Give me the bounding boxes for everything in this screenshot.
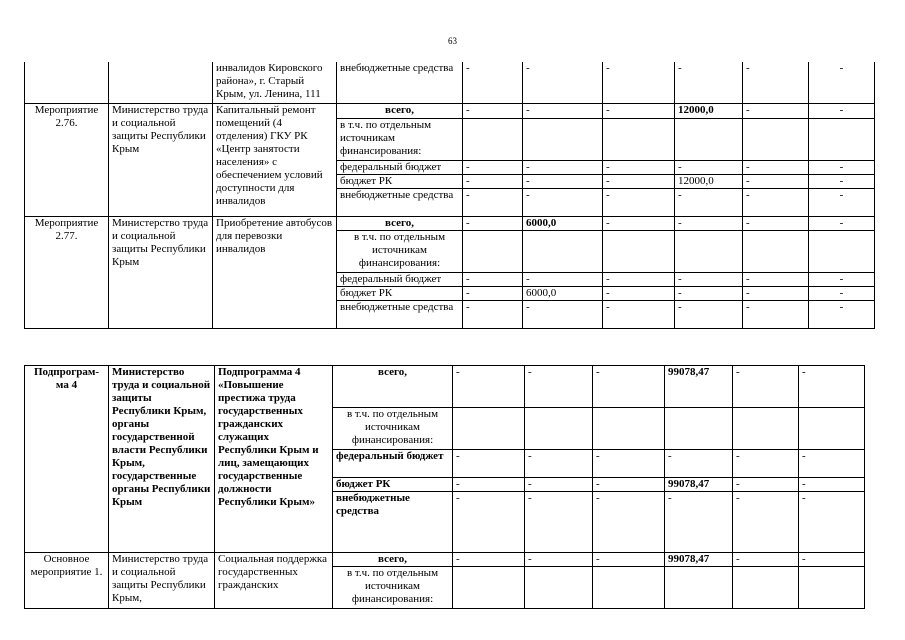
table-row: инвалидов Кировского района», г. Старый Крым, ул. Ленина, 111 внебюджетные средства - - - - - - — [25, 62, 875, 103]
source-label: всего, — [337, 103, 463, 118]
source-label: внебюджетные средства — [333, 492, 453, 553]
page-number: 63 — [448, 36, 457, 46]
program-text: Приобретение автобусов для перевозки инвалидов — [213, 216, 337, 328]
budget-table-bottom — [24, 365, 865, 609]
program-text: Подпрограмма 4 «Повышение престижа труда государственных гражданских служащих Республики Крым и лиц, замещающих государственные должности Республики Крым» — [215, 366, 333, 553]
value-cell: 99078,47 — [665, 478, 733, 492]
value-cell: 99078,47 — [665, 366, 733, 408]
source-label: бюджет РК — [337, 286, 463, 300]
source-label: всего, — [337, 216, 463, 230]
table-row: бюджет РК - - - 12000,0 - - — [25, 174, 875, 188]
source-label: внебюджетные средства — [337, 300, 463, 328]
executor: Министерство труда и социальной защиты Республики Крым, — [109, 553, 215, 609]
table-row: внебюджетные средства - - - - - - — [25, 300, 875, 328]
executor: Министерство труда и социальной защиты Республики Крым, органы государственной власти Республики Крым, государственные органы Республики Крым — [109, 366, 215, 553]
source-label: в т.ч. по отдельным источникам финансирования: — [337, 118, 463, 160]
table-row: бюджет РК - 6000,0 - - - - — [25, 286, 875, 300]
source-label: федеральный бюджет — [333, 450, 453, 478]
table-row: федеральный бюджет - - - - - - — [25, 450, 865, 478]
measure-name: Мероприятие 2.76. — [25, 103, 109, 216]
source-label: всего, — [333, 553, 453, 567]
source-label: федеральный бюджет — [337, 272, 463, 286]
program-text: Капитальный ремонт помещений (4 отделения) ГКУ РК «Центр занятости населения» с обеспечением условий доступности для инвалидов — [213, 103, 337, 216]
table-row: федеральный бюджет - - - - - - — [25, 272, 875, 286]
value-cell: 99078,47 — [665, 553, 733, 567]
source-label: бюджет РК — [337, 174, 463, 188]
table-row: бюджет РК - - - 99078,47 - - — [25, 478, 865, 492]
table-row: внебюджетные средства - - - - - - — [25, 188, 875, 216]
table-row: Мероприятие 2.76. Министерство труда и социальной защиты Республики Крым Капитальный ремонт помещений (4 отделения) ГКУ РК «Центр занятости населения» с обеспечением условий доступности для инвалидов всего, - - - 12000,0 - - — [25, 103, 875, 118]
value-cell: 12000,0 — [675, 174, 743, 188]
executor: Министерство труда и социальной защиты Республики Крым — [109, 216, 213, 328]
source-label: внебюджетные средства — [337, 188, 463, 216]
source-label: в т.ч. по отдельным источникам финансирования: — [333, 408, 453, 450]
table-row: внебюджетные средства - - - - - - — [25, 492, 865, 553]
source-label: федеральный бюджет — [337, 160, 463, 174]
program-text: инвалидов Кировского района», г. Старый Крым, ул. Ленина, 111 — [213, 62, 337, 103]
program-text: Социальная поддержка государственных гражданских — [215, 553, 333, 609]
source-label: бюджет РК — [333, 478, 453, 492]
budget-table-top — [24, 62, 875, 329]
measure-name: Основное мероприятие 1. — [25, 553, 109, 609]
value-cell: 6000,0 — [523, 216, 603, 230]
source-label: внебюджетные средства — [337, 62, 463, 103]
value-cell: 12000,0 — [675, 103, 743, 118]
executor: Министерство труда и социальной защиты Республики Крым — [109, 103, 213, 216]
measure-name: Мероприятие 2.77. — [25, 216, 109, 328]
table-row: Подпрограм-ма 4 Министерство труда и социальной защиты Республики Крым, органы государственной власти Республики Крым, государственные органы Республики Крым Подпрограмма 4 «Повышение престижа труда государственных гражданских служащих Республики Крым и лиц, замещающих государственные должности Республики Крым» всего, - - - 99078,47 - - — [25, 366, 865, 408]
measure-name: Подпрограм-ма 4 — [25, 366, 109, 553]
source-label: всего, — [333, 366, 453, 408]
table-row: Мероприятие 2.77. Министерство труда и социальной защиты Республики Крым Приобретение автобусов для перевозки инвалидов всего, - 6000,0 - - - - — [25, 216, 875, 230]
value-cell: 6000,0 — [523, 286, 603, 300]
table-row: Основное мероприятие 1. Министерство труда и социальной защиты Республики Крым, Социальная поддержка государственных гражданских всего, - - - 99078,47 - - — [25, 553, 865, 567]
source-label: в т.ч. по отдельным источникам финансирования: — [333, 567, 453, 609]
table-row: федеральный бюджет - - - - - - — [25, 160, 875, 174]
source-label: в т.ч. по отдельным источникам финансирования: — [337, 230, 463, 272]
